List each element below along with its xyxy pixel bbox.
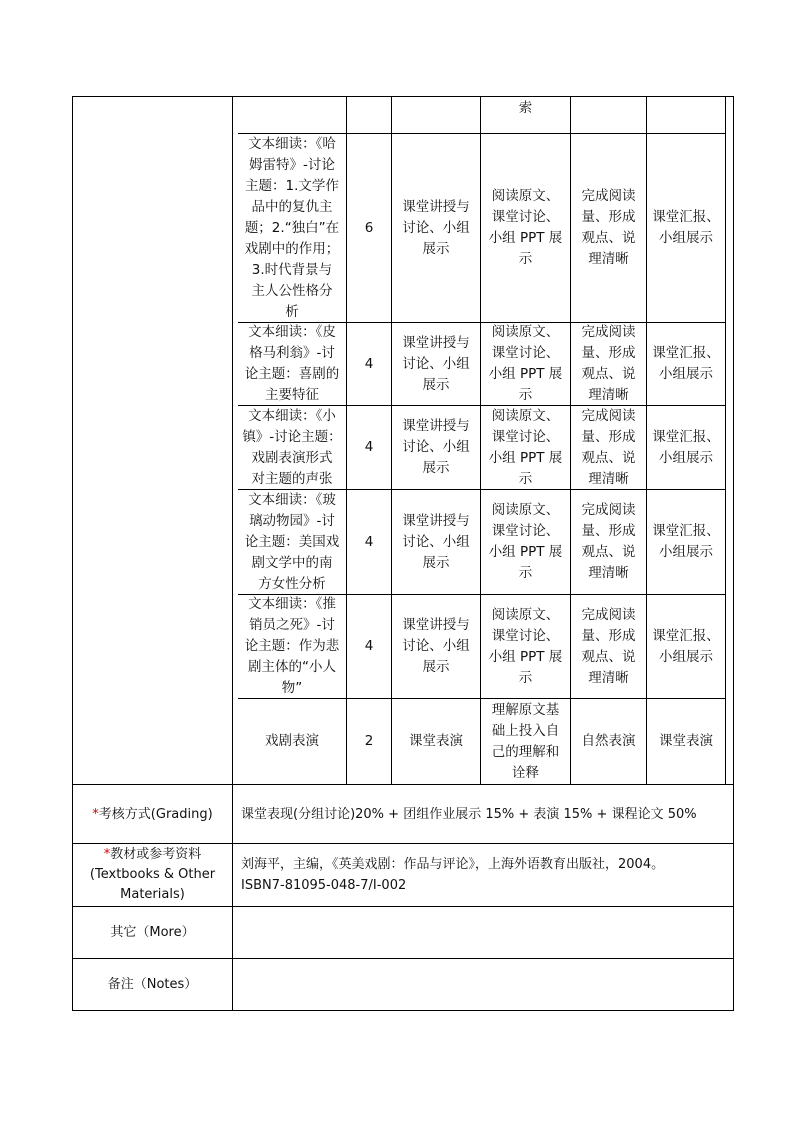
column-divider	[725, 96, 726, 784]
hours-cell: 4	[364, 638, 374, 654]
hours-cell: 4	[364, 439, 374, 455]
topic-cell: 文本细读：《推 销员之死》-讨 论主题：作为悲 剧主体的“小人 物”	[244, 596, 340, 696]
activity-cell: 索	[518, 99, 533, 116]
assessment-cell: 课堂汇报、 小组展示	[652, 345, 720, 382]
requirement-cell: 完成阅读 量、形成 观点、说 理清晰	[581, 324, 636, 403]
notes-value	[233, 959, 733, 1010]
requirement-cell: 完成阅读 量、形成 观点、说 理清晰	[581, 606, 636, 686]
topic-cell: 文本细读：《小 镇》-讨论主题： 戏剧表演形式 对主题的声张	[242, 407, 342, 487]
materials-citation: 刘海平，主编，《英美戏剧：作品与评论》，上海外语教育出版社，2004。	[241, 857, 665, 872]
materials-label-line	[104, 845, 202, 865]
materials-label-line: (Textbooks & Other	[89, 867, 216, 882]
topic-cell: 文本细读：《玻 璃动物园》-讨 论主题：美国戏 剧文学中的南 方女性分析	[244, 491, 340, 592]
method-cell: 课堂表演	[409, 733, 463, 749]
assessment-cell: 课堂汇报、 小组展示	[652, 523, 720, 560]
materials-isbn: ISBN7-81095-048-7/I-002	[241, 878, 407, 893]
method-cell: 课堂讲授与 讨论、小组 展示	[402, 512, 470, 571]
materials-label-text: 教材或参考资料	[110, 847, 202, 862]
hours-cell: 4	[364, 355, 374, 372]
hours-cell: 6	[364, 219, 374, 236]
notes-label: 备注（Notes）	[107, 977, 198, 992]
requirement-cell: 完成阅读 量、形成 观点、说 理清晰	[581, 188, 636, 267]
method-cell: 课堂讲授与 讨论、小组 展示	[402, 617, 470, 675]
materials-label	[73, 844, 232, 906]
grading-label-text: 考核方式(Grading)	[98, 806, 213, 822]
method-cell: 课堂讲授与 讨论、小组 展示	[402, 198, 470, 257]
topic-cell: 戏剧表演	[265, 733, 319, 749]
grading-label	[73, 785, 232, 843]
activity-cell: 阅读原文、 课堂讨论、 小组 PPT 展 示	[488, 324, 563, 403]
activity-cell: 阅读原文、 课堂讨论、 小组 PPT 展 示	[488, 502, 563, 581]
method-cell: 课堂讲授与 讨论、小组 展示	[402, 418, 470, 476]
activity-cell: 阅读原文、 课堂讨论、 小组 PPT 展 示	[488, 606, 563, 686]
hours-cell: 2	[364, 733, 374, 749]
hours-cell: 4	[364, 533, 374, 550]
topic-cell: 文本细读：《皮 格马利翁》-讨 论主题：喜剧的 主要特征	[244, 324, 340, 403]
requirement-cell: 自然表演	[581, 733, 636, 749]
assessment-cell: 课堂汇报、 小组展示	[652, 209, 720, 246]
topic-cell: 文本细读：《哈 姆雷特》-讨论 主题：1.文学作 品中的复仇主 题；2.“独白”在 戏剧中的作用； 3.时代背景与 主人公性格分 析	[244, 135, 340, 320]
grading-value: 课堂表现(分组讨论)20% + 团组作业展示 15% + 表演 15% + 课程论文 50%	[241, 806, 697, 822]
assessment-cell: 课堂汇报、 小组展示	[652, 627, 720, 665]
requirement-cell: 完成阅读 量、形成 观点、说 理清晰	[581, 407, 636, 487]
assessment-cell: 课堂汇报、 小组展示	[652, 428, 720, 466]
materials-label-line: Materials)	[120, 887, 185, 902]
materials-value	[233, 844, 733, 906]
activity-cell: 理解原文基 础上投入自 己的理解和 诠释	[491, 701, 560, 781]
more-value	[233, 907, 733, 958]
required-asterisk: *	[103, 847, 111, 862]
activity-cell: 阅读原文、 课堂讨论、 小组 PPT 展 示	[488, 407, 563, 487]
activity-cell: 阅读原文、 课堂讨论、 小组 PPT 展 示	[488, 188, 563, 267]
assessment-cell: 课堂表演	[659, 733, 713, 749]
requirement-cell: 完成阅读 量、形成 观点、说 理清晰	[581, 502, 636, 581]
required-asterisk: *	[92, 806, 99, 822]
more-label: 其它（More）	[110, 925, 195, 940]
method-cell: 课堂讲授与 讨论、小组 展示	[402, 334, 470, 393]
